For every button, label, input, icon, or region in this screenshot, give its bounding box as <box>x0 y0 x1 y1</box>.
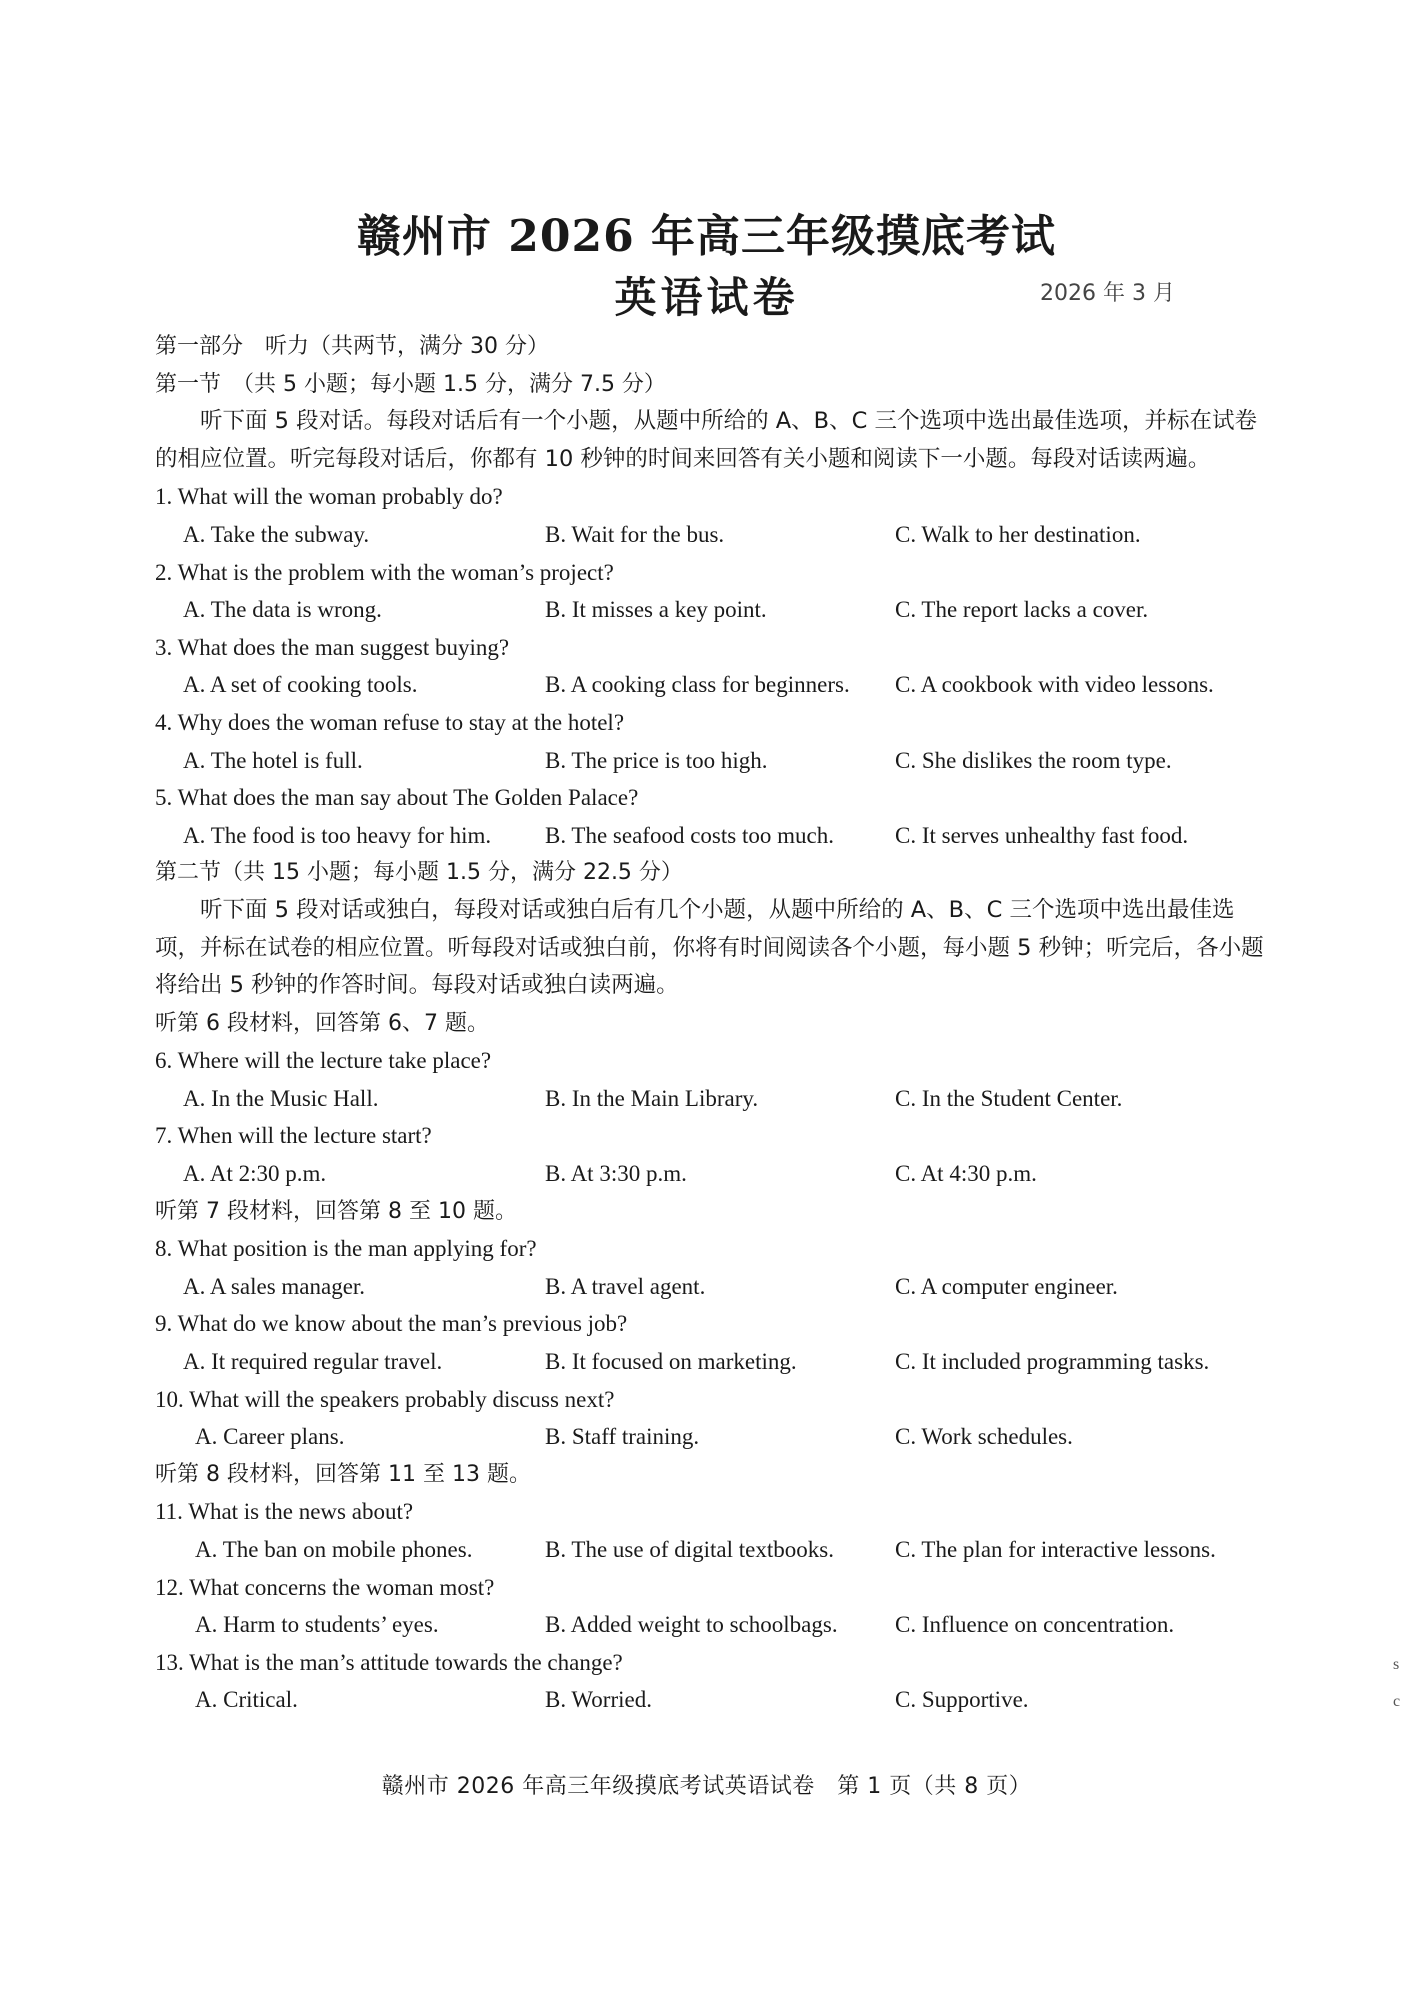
question-1: 1. What will the woman probably do? <box>155 484 503 510</box>
option-b: B. Staff training. <box>545 1424 700 1450</box>
option-c: C. It included programming tasks. <box>895 1349 1210 1375</box>
option-a: A. Harm to students’ eyes. <box>195 1612 439 1638</box>
options-6 <box>155 1080 1275 1118</box>
option-c: C. A cookbook with video lessons. <box>895 672 1214 698</box>
question-5: 5. What does the man say about The Golden Palace? <box>155 785 639 811</box>
option-c: C. Supportive. <box>895 1687 1029 1713</box>
options-5 <box>155 817 1275 855</box>
option-c: C. Influence on concentration. <box>895 1612 1175 1638</box>
option-a: A. At 2:30 p.m. <box>183 1161 327 1187</box>
option-a: A. The data is wrong. <box>183 597 382 623</box>
question-12: 12. What concerns the woman most? <box>155 1574 495 1600</box>
question-4: 4. Why does the woman refuse to stay at the hotel? <box>155 709 625 735</box>
option-a: A. Career plans. <box>195 1424 345 1450</box>
question-2: 2. What is the problem with the woman’s project? <box>155 559 614 585</box>
margin-mark: s <box>1393 1656 1400 1673</box>
option-a: A. The hotel is full. <box>183 747 363 773</box>
option-b: B. A travel agent. <box>545 1273 706 1299</box>
option-b: B. Wait for the bus. <box>545 521 725 547</box>
option-b: B. The use of digital textbooks. <box>545 1537 834 1562</box>
option-b: B. In the Main Library. <box>545 1085 759 1111</box>
option-c: C. The plan for interactive lessons. <box>895 1537 1216 1562</box>
exam-date: 2026 年 3 月 <box>1040 281 1175 306</box>
options-13 <box>155 1681 1275 1719</box>
question-6: 6. Where will the lecture take place? <box>155 1048 492 1074</box>
question-13: 13. What is the man’s attitude towards the change? <box>155 1649 623 1675</box>
exam-title: 赣州市 2026 年高三年级摸底考试 <box>356 211 1057 262</box>
option-a: A. It required regular travel. <box>183 1349 443 1375</box>
part1-heading: 第一部分 听力（共两节，满分 30 分） <box>155 334 549 359</box>
page-footer: 赣州市 2026 年高三年级摸底考试英语试卷 第 1 页（共 8 页） <box>381 1774 1032 1799</box>
option-b: B. At 3:30 p.m. <box>545 1161 687 1187</box>
option-a: A. A set of cooking tools. <box>183 672 418 698</box>
question-11: 11. What is the news about? <box>155 1499 414 1525</box>
option-c: C. The report lacks a cover. <box>895 597 1149 623</box>
question-7: 7. When will the lecture start? <box>155 1123 432 1149</box>
options-4 <box>155 742 1275 780</box>
option-b: B. It focused on marketing. <box>545 1349 797 1375</box>
option-c: C. A computer engineer. <box>895 1273 1118 1299</box>
section2-heading: 第二节（共 15 小题；每小题 1.5 分，满分 22.5 分） <box>155 860 683 886</box>
option-c: C. At 4:30 p.m. <box>895 1161 1037 1187</box>
margin-mark: c <box>1393 1693 1401 1710</box>
option-b: B. The seafood costs too much. <box>545 822 834 848</box>
options-7 <box>155 1155 1275 1193</box>
options-10 <box>155 1418 1275 1456</box>
question-10: 10. What will the speakers probably discuss next? <box>155 1386 615 1412</box>
option-c: C. She dislikes the room type. <box>895 747 1172 773</box>
group-label-7: 听第 7 段材料，回答第 8 至 10 题。 <box>155 1198 517 1224</box>
option-b: B. Added weight to schoolbags. <box>545 1612 838 1638</box>
option-c: C. In the Student Center. <box>895 1085 1123 1111</box>
section2-instructions: 听下面 5 段对话或独白，每段对话或独白后有几个小题，从题中所给的 A、B、C 三个选项中选出最佳选项，并标在试卷的相应位置。听每段对话或独白前，你将有时间阅读各个小题，每小题 5 秒钟；听完后，各小题将给出 5 秒钟的作答时间。每段对话或独白读两遍。 <box>155 896 1264 999</box>
options-9 <box>155 1343 1275 1381</box>
option-a: A. Critical. <box>195 1687 298 1713</box>
question-3: 3. What does the man suggest buying? <box>155 634 510 660</box>
section1-heading: 第一节 （共 5 小题；每小题 1.5 分，满分 7.5 分） <box>155 371 666 397</box>
options-3 <box>155 666 1275 704</box>
exam-subtitle: 英语试卷 <box>614 273 799 322</box>
exam-content <box>155 328 1275 1719</box>
option-c: C. Work schedules. <box>895 1424 1073 1450</box>
option-b: B. Worried. <box>545 1687 652 1713</box>
option-b: B. It misses a key point. <box>545 597 767 623</box>
question-9: 9. What do we know about the man’s previous job? <box>155 1311 628 1337</box>
option-a: A. The food is too heavy for him. <box>183 822 492 848</box>
options-2 <box>155 591 1275 629</box>
option-b: B. The price is too high. <box>545 747 768 773</box>
options-1 <box>155 516 1275 554</box>
option-a: A. A sales manager. <box>183 1273 366 1299</box>
option-b: B. A cooking class for beginners. <box>545 672 850 698</box>
section1-questions <box>155 478 1275 854</box>
question-8: 8. What position is the man applying for? <box>155 1236 537 1262</box>
option-a: A. In the Music Hall. <box>183 1085 379 1111</box>
options-8 <box>155 1268 1275 1306</box>
option-c: C. It serves unhealthy fast food. <box>895 822 1189 848</box>
group-label-8: 听第 8 段材料，回答第 11 至 13 题。 <box>155 1461 531 1487</box>
option-c: C. Walk to her destination. <box>895 521 1141 547</box>
options-11 <box>155 1531 1275 1569</box>
option-a: A. The ban on mobile phones. <box>195 1537 473 1562</box>
options-12 <box>155 1606 1275 1644</box>
option-a: A. Take the subway. <box>183 521 370 547</box>
group-label-6: 听第 6 段材料，回答第 6、7 题。 <box>155 1010 489 1036</box>
section1-instructions: 听下面 5 段对话。每段对话后有一个小题，从题中所给的 A、B、C 三个选项中选出最佳选项，并标在试卷的相应位置。听完每段对话后，你都有 10 秒钟的时间来回答有关小题和阅读下一小题。每段对话读两遍。 <box>155 408 1257 472</box>
